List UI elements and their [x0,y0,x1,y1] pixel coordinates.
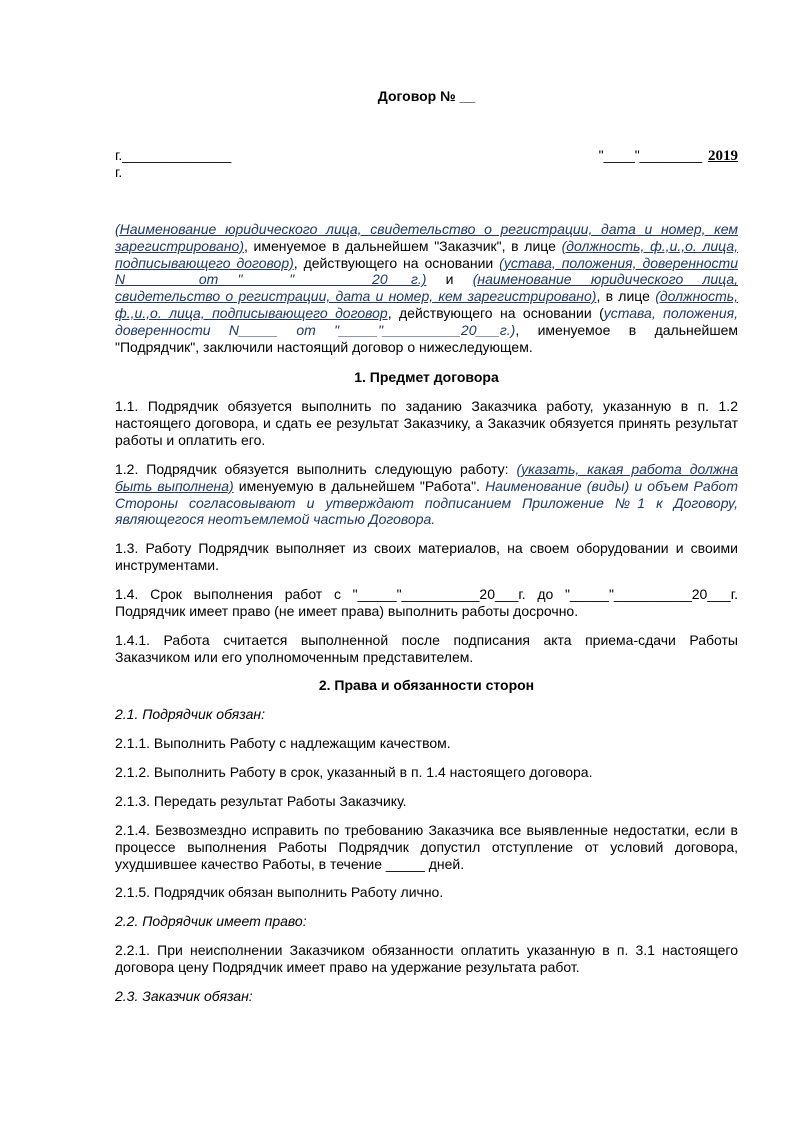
clause-2-3: 2.3. Заказчик обязан: [115,988,253,1004]
clause-1-3: 1.3. Работу Подрядчик выполняет из своих материалов, на своем оборудовании и своими инструментами. [115,540,738,573]
placeholder-contractor-rep: (должность, ф.,и.,о. лица, подписывающего договор [115,288,738,321]
contract-title: Договор № __ [377,88,476,104]
section-2-heading: 2. Права и обязанности сторон [318,677,535,693]
clause-2-1-3: 2.1.3. Передать результат Работы Заказчику. [115,793,407,809]
preamble-text: , действующего на основании ( [387,304,604,321]
clause-2-1-5: 2.1.5. Подрядчик обязан выполнить Работу лично. [115,884,444,900]
clause-2-1-1: 2.1.1. Выполнить Работу с надлежащим качеством. [115,735,451,751]
clause-1-4-1: 1.4.1. Работа считается выполненной после подписания акта приема-сдачи Работы Заказчиком или его уполномоченным представителем. [115,632,738,665]
city-line: г.______________ [115,147,232,163]
clause-2-2: 2.2. Подрядчик имеет право: [115,913,307,929]
year: 2019 [708,148,738,164]
clause-2-2-1: 2.2.1. При неисполнении Заказчиком обязанности оплатить указанную в п. 3.1 настоящего договора цену Подрядчик имеет право на удержание результата работ. [115,942,738,975]
section-1-heading: 1. Предмет договора [354,369,499,385]
placeholder-customer-rep: (должность, ф.,и.,о. лица, подписывающего договор) [115,237,738,271]
city-field [115,147,231,181]
clause-2-1-4: 2.1.4. Безвозмездно исправить по требованию Заказчика все выявленные недостатки, если в процессе выполнения Работы Подрядчик допустил отступление от условий договора, ухудшившее качество Работы, в течение _____ дней. [115,822,738,872]
date-blank: "____"________ [598,147,702,163]
clause-1-2-note: Наименование (виды) и объем Работ Стороны согласовывают и утверждают подписанием Приложение №1 к Договору, являющегося неотъемлемой частью Договора. [115,477,739,528]
placeholder-customer-basis: (устава, положения, доверенности N_______ от "______"__________20___г.) [115,254,738,288]
clause-1-2-text: именуемую в дальнейшем "Работа". [233,477,486,494]
placeholder-contractor-name: (наименование юридического лица, свидетельство о регистрации, дата и номер, кем зарегистрировано) [115,271,738,305]
clause-1-2 [115,461,738,528]
clause-2-1: 2.1. Подрядчик обязан: [115,706,266,722]
preamble-text: и [426,271,473,288]
date-field [599,147,738,165]
placeholder-work-description: (указать, какая работа должна быть выполнена) [115,461,738,494]
preamble-text: , в лице [596,288,656,305]
clause-1-1: 1.1. Подрядчик обязуется выполнить по заданию Заказчика работу, указанную в п. 1.2 настоящего договора, и сдать ее результат Заказчику, а Заказчик обязуется принять результат работы и оплатить его. [115,398,738,448]
city-line-wrap: г. [115,164,123,180]
clause-1-2-text: 1.2. Подрядчик обязуется выполнить следующую работу: [115,461,517,477]
placeholder-customer-name: (Наименование юридического лица, свидетельство о регистрации, дата и номер, кем зарегистрировано) [115,221,738,254]
preamble-text: , действующего на основании [293,254,500,271]
preamble-text: , именуемое в дальнейшем "Подрядчик", заключили настоящий договор о нижеследующем. [115,321,738,355]
preamble-text: , именуемое в дальнейшем "Заказчик", в лице [244,237,562,254]
preamble-paragraph [115,221,738,355]
placeholder-contractor-basis: устава, положения, доверенности N_____ от "_____"__________20___г.) [115,304,738,338]
clause-1-4: 1.4. Срок выполнения работ с "_____"__________20___г. до "_____"__________20___г. Подрядчик имеет право (не имеет права) выполнить работы досрочно. [115,586,738,619]
clause-2-1-2: 2.1.2. Выполнить Работу в срок, указанный в п. 1.4 настоящего договора. [115,764,593,780]
